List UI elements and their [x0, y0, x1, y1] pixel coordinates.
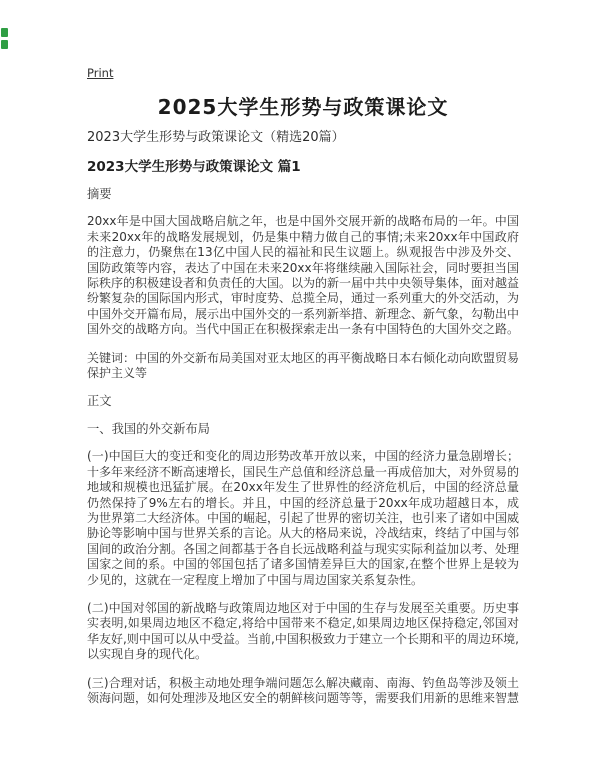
corner-markers	[1, 28, 9, 52]
collection-subtitle: 2023大学生形势与政策课论文（精选20篇）	[87, 130, 345, 145]
keywords-line: 关键词：中国的外交新布局美国对亚太地区的再平衡战略日本右倾化动向欧盟贸易保护主义等	[87, 350, 520, 381]
print-button[interactable]: Print	[87, 66, 114, 80]
section-title: 一、我国的外交新布局	[87, 421, 210, 436]
green-marker-icon	[1, 28, 8, 37]
body-paragraph-3: (三)合理对话，积极主动地处理争端问题怎么解决藏南、南海、钓鱼岛等涉及领土领海问题，如何处理涉及地区安全的朝鲜核问题等等，需要我们用新的思维来智慧	[87, 675, 520, 705]
abstract-paragraph: 20xx年是中国大国战略启航之年，也是中国外交展开新的战略布局的一年。中国未来20xx年的战略发展规划，仍是集中精力做自己的事情;未来20xx年中国政府的注意力，仍聚焦在13亿中国人民的福祉和民生议题上。纵观报告中涉及外交、国防政策等内容，表达了中国在未来20xx年将继续融入国际社会，同时要担当国际秩序的积极建设者和负责任的大国。以为的新一届中共中央领导集体，面对越益纷繁复杂的国际国内形式，审时度势、总揽全局，通过一系列重大的外交活动，为中国外交开篇布局，展示出中国外交的一系列新举措、新理念、新气象，勾勒出中国外交的战略方向。当代中国正在积极探索走出一条有中国特色的大国外交之路。	[87, 214, 520, 337]
green-marker-icon	[1, 40, 8, 49]
abstract-label: 摘要	[87, 187, 112, 201]
body-paragraph-1: (一)中国巨大的变迁和变化的周边形势改革开放以来，中国的经济力量急剧增长；十多年来经济不断高速增长，国民生产总值和经济总量一再成倍加大，对外贸易的地域和规模也迅猛扩展。在20xx年发生了世界性的经济危机后，中国的经济总量仍然保持了9%左右的增长。并且，中国的经济总量于20xx年成功超越日本，成为世界第二大经济体。中国的崛起，引起了世界的密切关注，也引来了诸如中国威胁论等影响中国与世界关系的言论。从大的格局来说，冷战结束，终结了中国与邻国间的政治分割。各国之间都基于各自长远战略利益与现实实际利益加以考、处理国家之间的系。中国的邻国包括了诸多国情差异巨大的国家,在整个世界上是较为少见的，这就在一定程度上增加了中国与周边国家关系复杂性。	[87, 449, 520, 587]
page-title: 2025大学生形势与政策课论文	[157, 95, 449, 119]
essay-heading: 2023大学生形势与政策课论文 篇1	[87, 159, 301, 175]
body-paragraph-2: (二)中国对邻国的新战略与政策周边地区对于中国的生存与发展至关重要。历史事实表明,如果周边地区不稳定,将给中国带来不稳定,如果周边地区保持稳定,邻国对华友好,则中国可以从中受益。当前,中国积极致力于建立一个长期和平的周边环境,以实现自身的现代化。	[87, 600, 519, 662]
body-label: 正文	[87, 394, 112, 409]
